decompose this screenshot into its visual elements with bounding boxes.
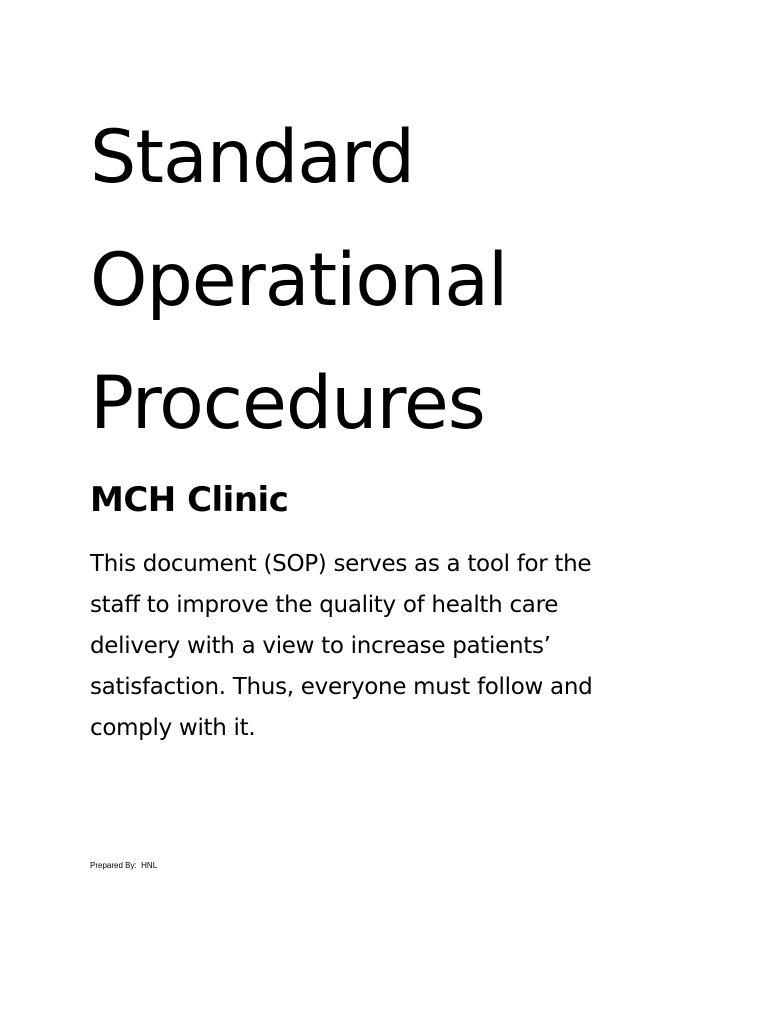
description-line-4: satisfaction. Thus, everyone must follow and [90, 674, 593, 700]
description-line-2: staff to improve the quality of health care [90, 592, 559, 618]
title-line-2: Operational [90, 238, 508, 323]
title-line-3: Procedures [90, 361, 485, 446]
description-line-1: This document (SOP) serves as a tool for the [90, 551, 592, 577]
title-line-1: Standard [90, 115, 415, 200]
page-title [90, 96, 730, 465]
description-line-3: delivery with a view to increase patients’ [90, 633, 551, 659]
description-line-5: comply with it. [90, 715, 256, 741]
clinic-subtitle: MCH Clinic [90, 480, 289, 520]
document-description [90, 544, 690, 749]
prepared-by-note: Prepared By: HNL [90, 861, 158, 870]
